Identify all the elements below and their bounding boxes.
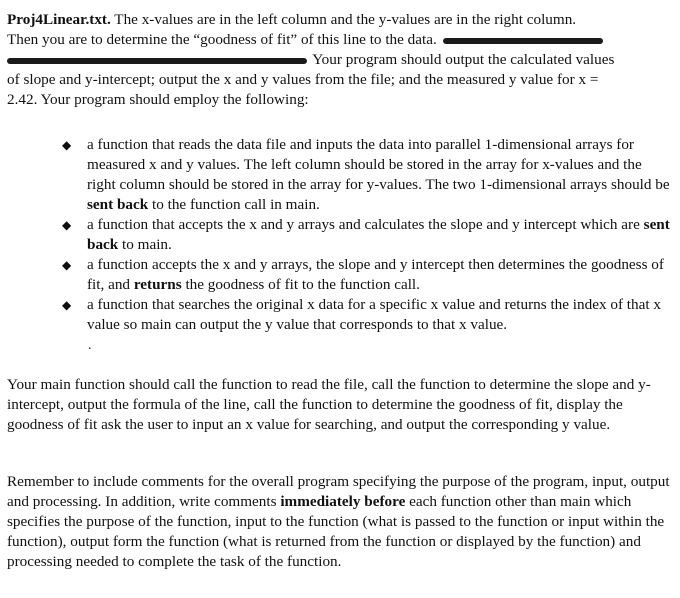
intro-line-3: Your program should output the calculated values	[309, 51, 615, 68]
list-item: ◆ a function that accepts the x and y arrays and calculates the slope and y intercept which are sent back to main.	[62, 216, 670, 253]
intro-line-5: 2.42. Your program should employ the following:	[7, 91, 309, 108]
filename: Proj4Linear.txt.	[7, 11, 111, 28]
diamond-bullet-icon: ◆	[62, 138, 72, 152]
redaction-mark	[443, 38, 603, 44]
intro-paragraph	[7, 10, 675, 110]
intro-line-2: Then you are to determine the “goodness of fit” of this line to the data.	[7, 31, 437, 48]
requirements-list	[62, 135, 674, 335]
diamond-bullet-icon: ◆	[62, 298, 72, 312]
diamond-bullet-icon: ◆	[62, 218, 72, 232]
redaction-mark	[7, 58, 307, 64]
list-item: ◆ a function accepts the x and y arrays, the slope and y intercept then determines the goodness of fit, and returns the goodness of fit to the function call.	[62, 256, 664, 293]
list-item: ◆ a function that reads the data file and inputs the data into parallel 1-dimensional arrays for measured x and y values. The left column should be stored in the array for x-values and the right column should be stored in the array for y-values. The two 1-dimensional arrays should be sent back to the function call in main.	[62, 136, 670, 213]
main-function-paragraph: Your main function should call the function to read the file, call the function to determine the slope and y-intercept, output the formula of the line, call the function to determine the goodness of fit, display the goodness of fit ask the user to input an x value for searching, and output the corresponding y value.	[7, 376, 651, 433]
intro-line-4: of slope and y-intercept; output the x and y values from the file; and the measured y value for x =	[7, 71, 599, 88]
comments-paragraph: Remember to include comments for the overall program specifying the purpose of the program, input, output and processing. In addition, write comments immediately before each function other than main which specifies the purpose of the function, input to the function (what is passed to the function or input within the function), output form the function (what is returned from the function or displayed by the function) and processing needed to complete the task of the function.	[7, 473, 670, 570]
stray-dot: .	[88, 338, 92, 353]
list-item: ◆ a function that searches the original x data for a specific x value and returns the index of that x value so main can output the y value that corresponds to that x value.	[62, 296, 661, 333]
diamond-bullet-icon: ◆	[62, 258, 72, 272]
intro-line-1: The x-values are in the left column and the y-values are in the right column.	[110, 11, 577, 28]
